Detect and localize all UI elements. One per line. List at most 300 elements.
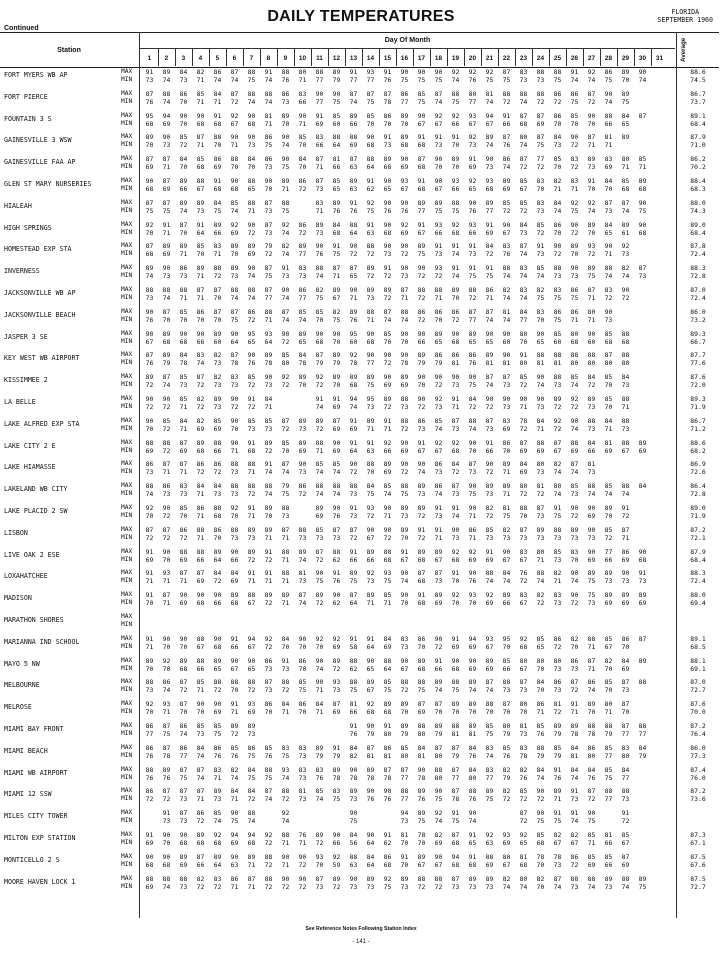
temp-min-cell: 73 [162,141,171,150]
temp-max-cell: 87 [434,569,443,578]
temp-min-cell: 73 [536,512,545,520]
temp-max-cell: 89 [468,678,477,687]
temp-min-cell: 66 [604,555,613,564]
temp-max-cell: 89 [434,722,443,730]
temp-max-cell: 90 [434,373,443,382]
station-name: GAINESVILLE 3 WSW [4,136,72,145]
temp-max-cell: 88 [621,874,630,883]
temp-max-cell: 80 [519,656,528,665]
temp-min-cell: 73 [145,76,154,84]
temp-min-cell: 72 [400,424,409,433]
temp-max-cell: 93 [587,242,596,251]
average-max-cell: 88.0 [690,198,706,207]
temp-max-cell: 88 [400,416,409,425]
temp-max-cell: 87 [230,68,239,76]
temp-max-cell: 86 [570,656,579,665]
temp-min-cell: 75 [366,490,375,499]
temp-max-cell: 90 [587,504,596,512]
temp-max-cell: 92 [332,852,341,861]
temp-min-cell: 76 [247,359,256,368]
temp-min-cell: 70 [332,337,341,346]
temp-max-cell: 90 [213,634,222,643]
temp-max-cell: 95 [502,634,511,643]
temp-min-cell: 68 [621,337,630,346]
temp-min-cell: 74 [247,817,256,826]
temp-max-cell: 88 [587,722,596,730]
temp-max-cell: 85 [213,416,222,425]
temp-max-cell: 86 [383,743,392,752]
temp-max-cell: 88 [400,307,409,316]
temp-min-cell: 73 [468,882,477,891]
station-name: HIALEAH [4,201,32,210]
temp-max-cell: 86 [553,89,562,98]
temp-min-cell: 78 [451,795,460,804]
station-column-header: Station [57,47,81,54]
temp-max-cell: 83 [536,198,545,207]
temp-min-cell: 75 [247,76,256,84]
temp-max-cell: 87 [230,89,239,98]
temp-min-cell: 73 [519,686,528,695]
temp-min-cell: 68 [213,185,222,193]
temp-max-cell: 88 [451,678,460,687]
temp-min-cell: 71 [230,141,239,150]
temp-min-cell: 66 [502,664,511,673]
temp-max-cell: 89 [417,504,426,512]
temp-min-cell: 68 [315,337,324,346]
temp-max-cell: 88 [638,722,647,730]
temp-min-cell: 72 [417,533,426,542]
average-max-cell: 86.7 [690,89,706,98]
temp-min-cell: 75 [162,206,171,215]
temp-max-cell: 93 [247,700,256,709]
temp-min-cell: 62 [349,664,358,673]
temp-min-cell: 72 [468,403,477,411]
temp-min-cell: 72 [570,512,579,520]
temp-max-cell: 87 [179,678,188,687]
temp-max-cell: 89 [638,874,647,883]
max-label: MAX [121,787,133,795]
station-name: MIAMI WB AIRPORT [4,768,68,777]
temp-min-cell: 72 [485,403,494,411]
temp-max-cell: 90 [162,395,171,403]
reference-note: See Reference Notes Following Station Index [305,926,417,932]
temp-max-cell: 91 [451,634,460,643]
temp-min-cell: 74 [553,468,562,477]
temp-max-cell: 89 [366,373,375,382]
temp-max-cell: 84 [179,416,188,425]
temp-max-cell: 89 [604,874,613,883]
temp-min-cell: 78 [366,773,375,782]
temp-min-cell: 75 [587,817,596,826]
max-label: MAX [121,809,133,817]
column-rule [566,49,567,66]
temp-min-cell: 66 [417,337,426,346]
temp-min-cell: 75 [502,512,511,520]
temp-max-cell: 84 [519,307,528,316]
temp-max-cell: 88 [145,438,154,447]
temp-min-cell: 65 [247,337,256,346]
temp-max-cell: 87 [332,700,341,709]
temp-max-cell: 92 [485,68,494,76]
temp-max-cell: 91 [332,242,341,251]
temp-min-cell: 70 [213,294,222,302]
temp-max-cell: 90 [230,329,239,338]
temp-max-cell: 80 [536,547,545,556]
min-label: MIN [121,664,133,672]
temp-min-cell: 74 [315,403,324,411]
temp-min-cell: 73 [400,272,409,281]
temp-min-cell: 72 [281,882,290,891]
temp-min-cell: 63 [366,446,375,455]
temp-max-cell: 84 [485,242,494,251]
temp-min-cell: 68 [145,250,154,259]
temp-max-cell: 89 [264,351,273,360]
temp-max-cell: 89 [621,89,630,98]
temp-max-cell: 88 [332,133,341,142]
temp-min-cell: 73 [332,533,341,542]
temp-min-cell: 73 [502,533,511,542]
temp-min-cell: 70 [434,163,443,172]
temp-min-cell: 77 [468,315,477,324]
temp-max-cell: 88 [621,482,630,491]
temp-min-cell: 70 [298,664,307,673]
temp-max-cell: 88 [264,482,273,491]
temp-min-cell: 69 [196,577,205,586]
temp-max-cell: 90 [502,395,511,403]
temp-min-cell: 74 [281,141,290,150]
temp-min-cell: 66 [502,119,511,128]
temp-max-cell: 89 [485,874,494,883]
average-max-cell: 87.4 [690,765,706,774]
temp-max-cell: 89 [383,286,392,294]
temp-min-cell: 75 [264,272,273,281]
temp-min-cell: 76 [162,773,171,782]
temp-min-cell: 68 [247,119,256,128]
temp-min-cell: 70 [145,424,154,433]
temp-max-cell: 88 [570,438,579,447]
temp-max-cell: 90 [383,351,392,360]
temp-min-cell: 72 [349,468,358,477]
temp-max-cell: 87 [587,787,596,796]
temp-min-cell: 77 [400,773,409,782]
temp-min-cell: 73 [434,141,443,150]
day-number: 29 [621,55,629,62]
temp-max-cell: 81 [519,722,528,730]
temp-min-cell: 59 [332,860,341,869]
temp-max-cell: 83 [502,416,511,425]
temp-min-cell: 73 [332,686,341,695]
temp-min-cell: 72 [519,577,528,586]
temp-max-cell: 86 [417,416,426,425]
temp-min-cell: 69 [230,577,239,586]
temp-max-cell: 86 [213,460,222,469]
temp-max-cell: 88 [315,438,324,447]
temp-min-cell: 72 [162,403,171,411]
temp-max-cell: 89 [451,155,460,164]
day-number: 13 [349,55,357,62]
day-number: 14 [366,55,374,62]
temp-max-cell: 92 [468,68,477,76]
temp-min-cell: 65 [383,185,392,193]
temp-max-cell: 86 [179,722,188,730]
temp-min-cell: 69 [468,642,477,651]
temp-max-cell: 84 [366,852,375,861]
temp-min-cell: 72 [264,250,273,259]
temp-max-cell: 90 [196,111,205,120]
temp-min-cell: 75 [434,206,443,215]
temp-min-cell: 76 [502,141,511,150]
temp-max-cell: 90 [162,831,171,839]
temp-min-cell: 73 [264,686,273,695]
temp-min-cell: 65 [298,337,307,346]
temp-min-cell: 70 [162,315,171,324]
temp-max-cell: 90 [451,373,460,382]
temp-min-cell: 71 [604,250,613,259]
temp-max-cell: 90 [570,220,579,229]
temp-max-cell: 92 [145,220,154,229]
temp-min-cell: 70 [230,686,239,695]
temp-max-cell: 81 [298,787,307,796]
temp-min-cell: 75 [281,206,290,215]
temp-max-cell: 87 [298,591,307,600]
temp-min-cell: 72 [145,795,154,804]
temp-max-cell: 91 [570,68,579,76]
temp-min-cell: 66 [332,839,341,847]
temp-max-cell: 85 [553,155,562,164]
temp-min-cell: 66 [451,185,460,193]
temp-min-cell: 78 [162,751,171,760]
temp-max-cell: 87 [264,286,273,294]
station-name: FORT PIERCE [4,92,48,101]
temp-max-cell: 90 [400,438,409,447]
temp-max-cell: 78 [536,852,545,861]
temp-max-cell: 90 [230,547,239,556]
temp-max-cell: 90 [570,504,579,512]
temp-max-cell: 80 [604,700,613,709]
temp-min-cell: 75 [230,817,239,826]
temp-min-cell: 72 [417,512,426,520]
temp-max-cell: 89 [400,525,409,534]
temp-max-cell: 90 [570,569,579,578]
temp-min-cell: 77 [468,97,477,106]
temp-max-cell: 85 [604,634,613,643]
temp-max-cell: 85 [434,416,443,425]
temp-min-cell: 69 [332,708,341,717]
temp-max-cell: 86 [264,656,273,665]
temp-max-cell: 85 [315,525,324,534]
temp-max-cell: 80 [468,89,477,98]
temp-max-cell: 86 [434,351,443,360]
temp-max-cell: 84 [604,177,613,185]
temp-min-cell: 70 [213,533,222,542]
temp-max-cell: 86 [196,307,205,316]
temp-max-cell: 90 [451,525,460,534]
temp-max-cell: 88 [553,351,562,360]
temp-max-cell: 91 [213,177,222,185]
temp-min-cell: 73 [536,206,545,215]
temp-max-cell: 86 [434,482,443,491]
column-rule [192,49,193,66]
temp-max-cell: 89 [366,678,375,687]
column-rule [481,49,482,66]
temp-max-cell: 89 [417,351,426,360]
temp-min-cell: 73 [621,795,630,804]
temp-min-cell: 73 [502,686,511,695]
temp-min-cell: 74 [264,468,273,477]
temp-max-cell: 92 [162,656,171,665]
temp-max-cell: 91 [434,504,443,512]
temp-max-cell: 91 [400,852,409,861]
station-name: LAKE ALFRED EXP STA [4,419,80,428]
temp-max-cell: 87 [519,809,528,818]
temp-max-cell: 84 [230,787,239,796]
temp-max-cell: 89 [315,220,324,229]
temp-max-cell: 93 [162,569,171,578]
temp-max-cell: 82 [536,286,545,294]
temp-max-cell: 93 [485,634,494,643]
temp-min-cell: 70 [366,468,375,477]
column-rule [243,49,244,66]
temp-max-cell: 87 [179,569,188,578]
temp-max-cell: 85 [196,155,205,164]
temp-min-cell: 74 [213,817,222,826]
temp-min-cell: 80 [434,773,443,782]
min-label: MIN [121,621,133,628]
temp-max-cell: 90 [349,286,358,294]
temp-max-cell: 91 [332,569,341,578]
temp-min-cell: 74 [349,403,358,411]
temp-max-cell: 90 [400,155,409,164]
temp-min-cell: 74 [502,163,511,172]
temp-min-cell: 73 [417,424,426,433]
temp-min-cell: 70 [383,337,392,346]
temp-min-cell: 71 [247,860,256,869]
temp-max-cell: 90 [315,678,324,687]
temp-max-cell: 94 [400,809,409,818]
temp-min-cell: 70 [536,185,545,193]
temp-max-cell: 87 [638,634,647,643]
temp-min-cell: 75 [434,795,443,804]
day-number: 10 [298,55,306,62]
temp-min-cell: 70 [230,163,239,172]
temp-max-cell: 86 [587,743,596,752]
temp-min-cell: 75 [247,773,256,782]
temp-min-cell: 69 [604,446,613,455]
min-label: MIN [121,533,133,541]
temp-max-cell: 83 [332,787,341,796]
temp-max-cell: 80 [298,68,307,76]
temp-max-cell: 94 [349,395,358,403]
temp-max-cell: 94 [451,852,460,861]
temp-max-cell: 88 [349,656,358,665]
temp-max-cell: 90 [162,852,171,861]
temp-min-cell: 63 [366,228,375,237]
temp-max-cell: 92 [519,831,528,839]
temp-min-cell: 69 [179,555,188,564]
temp-max-cell: 91 [485,547,494,556]
temp-min-cell: 68 [451,228,460,237]
temp-min-cell: 73 [264,381,273,390]
temp-max-cell: 91 [247,395,256,403]
temp-max-cell: 84 [536,765,545,774]
temp-min-cell: 69 [383,468,392,477]
temp-min-cell: 70 [587,119,596,128]
temp-min-cell: 74 [349,97,358,106]
temp-min-cell: 69 [621,555,630,564]
temp-min-cell: 80 [587,751,596,760]
temp-max-cell: 90 [349,874,358,883]
temp-min-cell: 70 [145,141,154,150]
temp-min-cell: 75 [349,686,358,695]
temp-max-cell: 94 [247,831,256,839]
average-max-cell: 88.1 [690,656,706,665]
temp-min-cell: 69 [638,599,647,608]
temp-min-cell: 69 [145,882,154,891]
average-min-cell: 72.1 [690,533,706,542]
temp-max-cell: 82 [570,831,579,839]
temp-min-cell: 75 [400,490,409,499]
day-of-month-header: Day Of Month [384,37,431,44]
temp-max-cell: 82 [213,351,222,360]
temp-max-cell: 90 [264,177,273,185]
temp-min-cell: 71 [315,708,324,717]
max-label: MAX [121,416,133,424]
temp-max-cell: 88 [383,547,392,556]
temp-max-cell: 91 [145,591,154,600]
temp-min-cell: 72 [417,882,426,891]
temp-max-cell: 86 [570,307,579,316]
temp-min-cell: 73 [383,141,392,150]
temp-max-cell: 88 [264,765,273,774]
temp-min-cell: 68 [196,839,205,847]
temp-min-cell: 75 [332,97,341,106]
temp-min-cell: 69 [145,555,154,564]
station-row [0,722,722,742]
temp-min-cell: 66 [451,119,460,128]
temp-min-cell: 69 [519,446,528,455]
temp-min-cell: 73 [570,664,579,673]
temp-max-cell: 90 [587,547,596,556]
temp-max-cell: 87 [264,678,273,687]
temp-min-cell: 66 [230,555,239,564]
temp-max-cell: 89 [638,656,647,665]
station-row [0,373,722,393]
temp-min-cell: 68 [417,163,426,172]
temp-min-cell: 69 [502,839,511,847]
temp-max-cell: 87 [145,198,154,207]
temp-max-cell: 92 [383,874,392,883]
temp-max-cell: 82 [621,264,630,273]
temp-max-cell: 84 [315,700,324,709]
temp-min-cell: 66 [434,228,443,237]
temp-min-cell: 68 [417,577,426,586]
temp-max-cell: 87 [468,307,477,316]
temp-max-cell: 90 [230,809,239,818]
day-number: 4 [198,55,203,62]
temp-min-cell: 70 [400,119,409,128]
temp-min-cell: 70 [519,708,528,717]
temp-min-cell: 74 [434,686,443,695]
temp-max-cell: 91 [247,504,256,512]
temp-min-cell: 72 [145,403,154,411]
temp-min-cell: 71 [264,119,273,128]
temp-max-cell: 87 [502,700,511,709]
temp-max-cell: 90 [162,547,171,556]
temp-max-cell: 88 [502,264,511,273]
temp-max-cell: 83 [230,373,239,382]
min-label: MIN [121,141,133,149]
average-min-cell: 68.3 [690,185,706,193]
